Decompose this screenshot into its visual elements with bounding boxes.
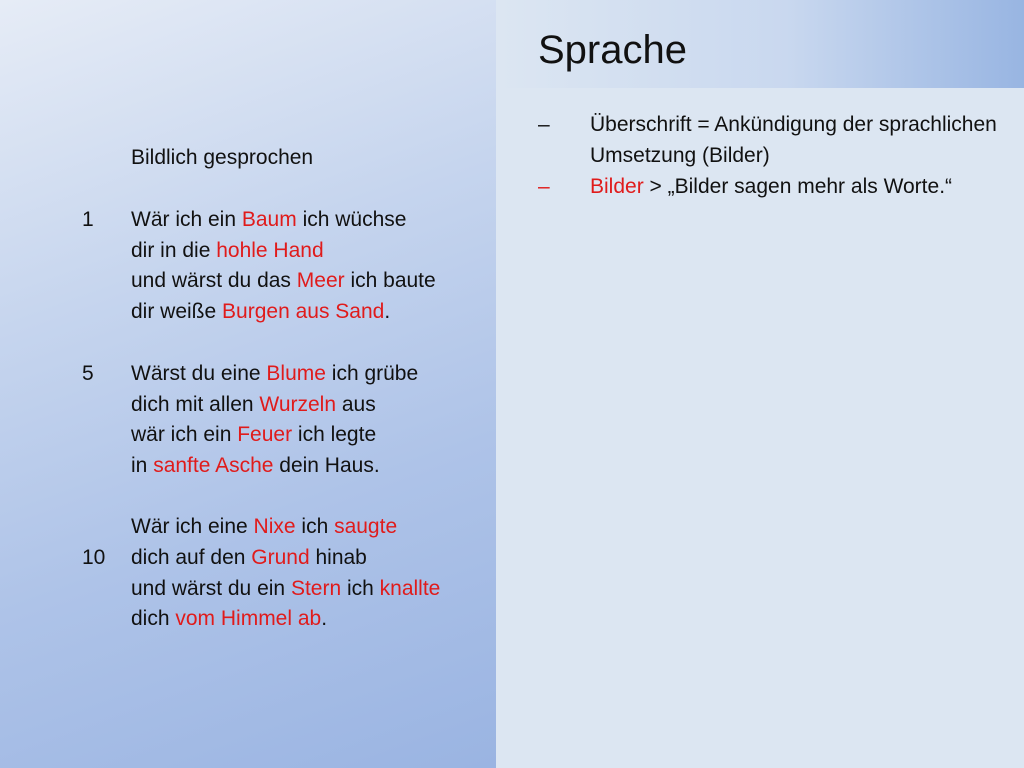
poem-line <box>131 266 436 297</box>
poem-highlight: Meer <box>296 269 345 292</box>
poem-text: ich <box>295 515 335 538</box>
poem-line <box>131 205 406 236</box>
poem-text: dich <box>131 607 176 630</box>
poem-highlight: hohle Hand <box>216 239 324 262</box>
poem-highlight: Burgen aus Sand <box>222 300 385 323</box>
poem-text: ich grübe <box>325 362 419 385</box>
poem-text: ich <box>341 577 380 600</box>
poem-text: Wär ich eine <box>131 515 254 538</box>
poem-line <box>131 297 390 328</box>
poem-line <box>131 543 367 574</box>
poem-highlight: Wurzeln <box>259 393 337 416</box>
poem-highlight: sanfte Asche <box>153 454 274 477</box>
poem-text: in <box>131 454 154 477</box>
poem-highlight: Nixe <box>253 515 296 538</box>
poem-text: Wärst du eine <box>131 362 267 385</box>
poem-text: . <box>384 300 391 323</box>
bullet-text: > „Bilder sagen mehr als Worte.“ <box>643 174 953 198</box>
bullet-item <box>538 172 1008 203</box>
bullet-highlight: Bilder <box>590 174 644 198</box>
poem-highlight: vom Himmel ab <box>175 607 322 630</box>
poem-text: und wärst du ein <box>131 577 291 600</box>
poem-text: ich wüchse <box>296 208 407 231</box>
poem-line <box>131 359 418 390</box>
poem-text: Wär ich ein <box>131 208 242 231</box>
poem-highlight: Baum <box>241 208 297 231</box>
poem-text: dein Haus. <box>273 454 380 477</box>
poem-highlight: Blume <box>266 362 326 385</box>
bullet-item <box>538 110 1008 172</box>
poem-text: dich mit allen <box>131 393 260 416</box>
line-number-1: 1 <box>82 208 94 231</box>
poem-text: dir weiße <box>131 300 223 323</box>
poem-text: ich legte <box>292 423 377 446</box>
poem-text: und wärst du das <box>131 269 297 292</box>
poem-line <box>131 574 440 605</box>
line-number-10: 10 <box>82 546 106 569</box>
poem-line <box>131 451 380 482</box>
poem-line <box>131 420 376 451</box>
dash-bullet-icon: – <box>538 174 550 198</box>
bullet-text: Überschrift = Ankündigung der sprachlichen Umsetzung (Bilder) <box>590 113 997 167</box>
bullet-list <box>538 110 1008 202</box>
poem-line <box>131 604 327 635</box>
poem-title: Bildlich gesprochen <box>131 146 314 169</box>
poem-line <box>131 236 324 267</box>
poem-text: . <box>321 607 328 630</box>
poem-text: dich auf den <box>131 546 252 569</box>
poem-text: ich baute <box>344 269 436 292</box>
poem-line <box>131 512 397 543</box>
poem-text: aus <box>336 393 376 416</box>
poem-line <box>131 390 376 421</box>
poem-highlight: knallte <box>379 577 441 600</box>
line-number-5: 5 <box>82 362 94 385</box>
slide-title: Sprache <box>538 28 687 72</box>
poem-highlight: Feuer <box>237 423 293 446</box>
poem-text: hinab <box>309 546 367 569</box>
poem-text: dir in die <box>131 239 217 262</box>
dash-bullet-icon: – <box>538 113 550 136</box>
poem-highlight: Grund <box>251 546 310 569</box>
poem-text: wär ich ein <box>131 423 238 446</box>
poem-highlight: Stern <box>290 577 342 600</box>
poem <box>0 0 496 768</box>
poem-highlight: saugte <box>334 515 398 538</box>
